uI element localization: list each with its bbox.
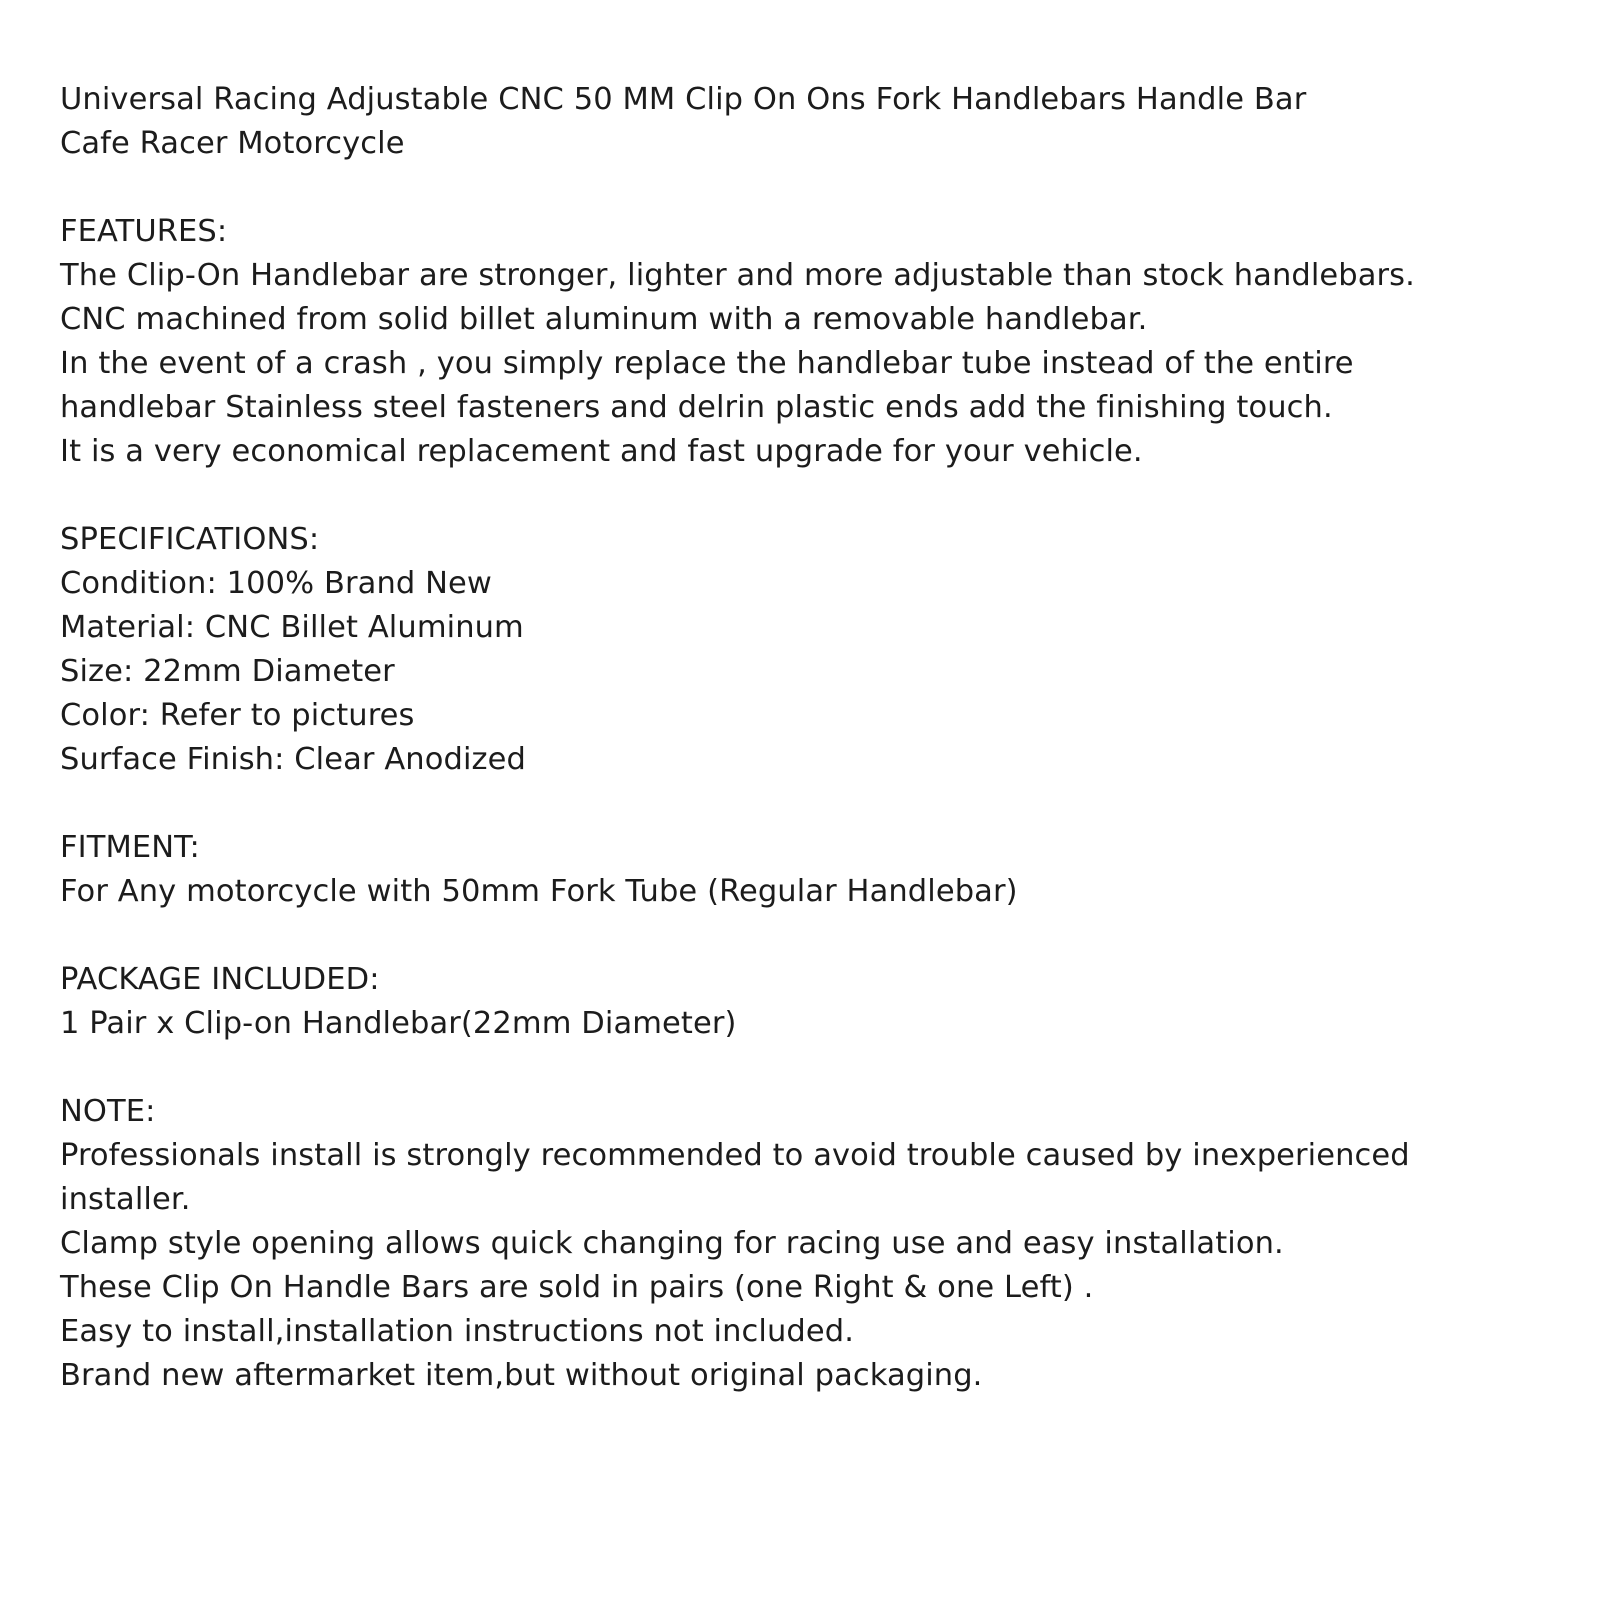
product-title <box>60 78 1540 166</box>
product-title-line-2: Cafe Racer Motorcycle <box>60 126 405 161</box>
section-line: Condition: 100% Brand New <box>60 566 492 601</box>
section-fitment <box>60 826 1540 914</box>
spacer <box>60 914 1540 958</box>
section-line: In the event of a crash , you simply replace the handlebar tube instead of the entire <box>60 346 1354 381</box>
section-line: Surface Finish: Clear Anodized <box>60 742 526 777</box>
section-line: Material: CNC Billet Aluminum <box>60 610 524 645</box>
section-line: Color: Refer to pictures <box>60 698 415 733</box>
section-line: Professionals install is strongly recommended to avoid trouble caused by inexperienced installer. <box>60 1138 1420 1217</box>
section-specifications <box>60 518 1540 782</box>
section-line: handlebar Stainless steel fasteners and delrin plastic ends add the finishing touch. <box>60 390 1333 425</box>
product-title-line-1: Universal Racing Adjustable CNC 50 MM Clip On Ons Fork Handlebars Handle Bar <box>60 82 1307 117</box>
section-line: It is a very economical replacement and fast upgrade for your vehicle. <box>60 434 1143 469</box>
section-package-included <box>60 958 1540 1046</box>
section-line: 1 Pair x Clip-on Handlebar(22mm Diameter) <box>60 1006 737 1041</box>
section-line: Clamp style opening allows quick changing for racing use and easy installation. <box>60 1226 1284 1261</box>
section-line: These Clip On Handle Bars are sold in pairs (one Right & one Left) . <box>60 1270 1094 1305</box>
section-features <box>60 210 1540 474</box>
section-heading: PACKAGE INCLUDED: <box>60 962 380 997</box>
section-line: For Any motorcycle with 50mm Fork Tube (Regular Handlebar) <box>60 874 1018 909</box>
section-line: Brand new aftermarket item,but without original packaging. <box>60 1358 983 1393</box>
spacer <box>60 166 1540 210</box>
section-line: The Clip-On Handlebar are stronger, lighter and more adjustable than stock handlebars. <box>60 258 1415 293</box>
section-line: CNC machined from solid billet aluminum with a removable handlebar. <box>60 302 1148 337</box>
spacer <box>60 474 1540 518</box>
section-heading: FITMENT: <box>60 830 200 865</box>
section-heading: FEATURES: <box>60 214 228 249</box>
section-line: Size: 22mm Diameter <box>60 654 395 689</box>
section-heading: SPECIFICATIONS: <box>60 522 320 557</box>
description-body <box>60 78 1540 1398</box>
section-heading: NOTE: <box>60 1094 156 1129</box>
section-note <box>60 1090 1540 1398</box>
spacer <box>60 782 1540 826</box>
section-line: Easy to install,installation instructions not included. <box>60 1314 855 1349</box>
spacer <box>60 1046 1540 1090</box>
